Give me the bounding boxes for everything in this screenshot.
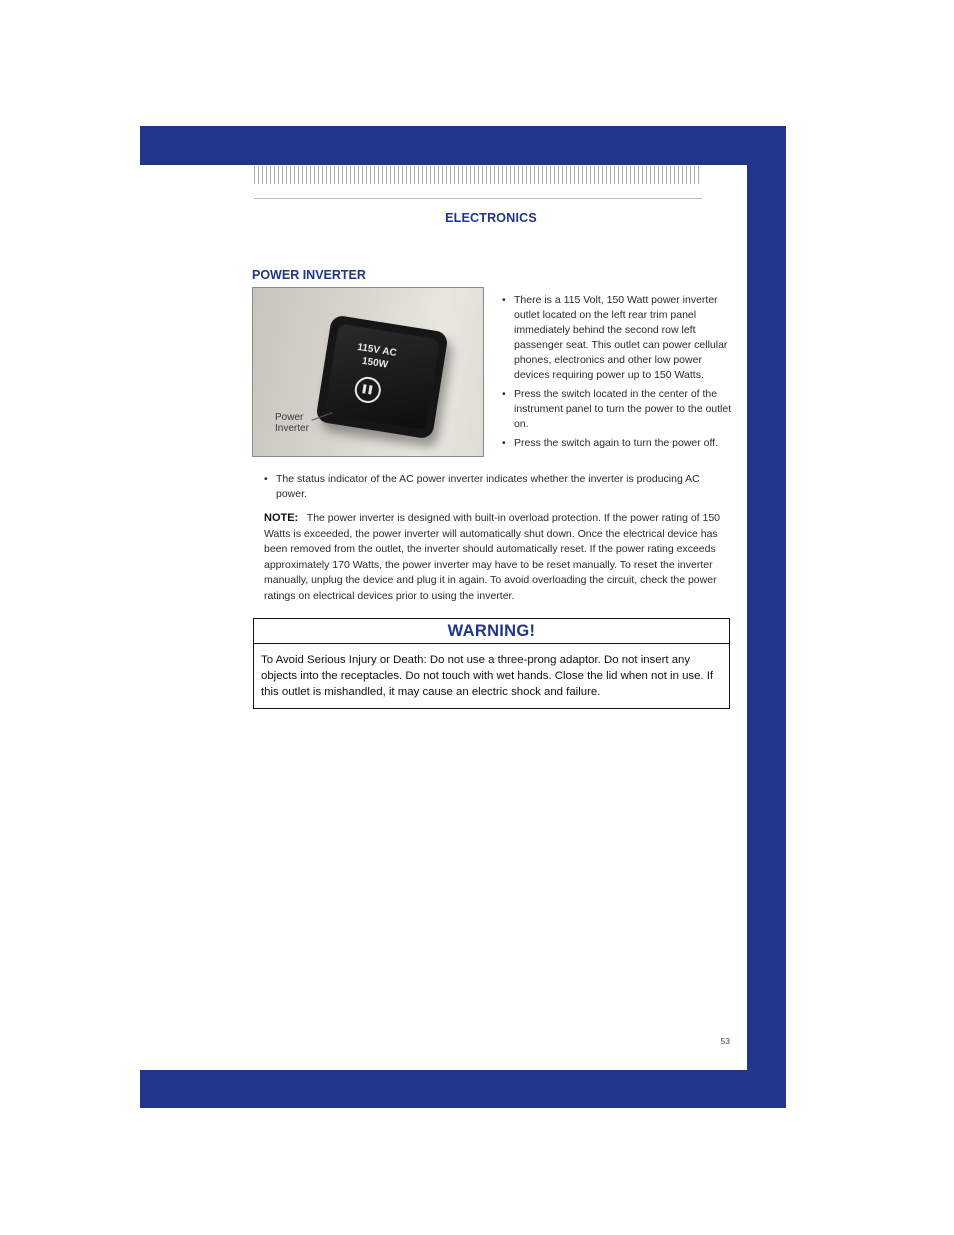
power-inverter-photo [252, 287, 484, 457]
rating-voltage: 115V AC [356, 341, 398, 359]
inverter-outlet-cover [315, 314, 448, 439]
note-text: The power inverter is designed with built-in overload protection. If the power rating of 150 Watts is exceeded, the power inverter will automatically shut down. Once the electrical device has been removed from the outlet, the inverter should automatically reset. If the power rating exceeds approximately 170 Watts, the power inverter may have to be reset manually. To reset the inverter manually, unplug the device and plug it in again. To avoid overloading the circuit, check the power ratings on electrical devices prior to using the inverter. [264, 512, 721, 602]
note-label: NOTE: [264, 512, 299, 524]
status-indicator-bullet [262, 472, 730, 502]
section-title: ELECTRONICS [445, 211, 537, 225]
warning-title: WARNING! [254, 619, 729, 644]
inverter-bullet-list [500, 293, 734, 455]
topic-heading: POWER INVERTER [252, 268, 366, 282]
page-number: 53 [720, 1036, 730, 1046]
list-item: • There is a 115 Volt, 150 Watt power inverter outlet located on the left rear trim panel immediately behind the second row left passenger seat. This outlet can power cellular phones, electronics and other low power devices requiring power up to 150 Watts. [500, 293, 734, 383]
note-paragraph [264, 511, 732, 605]
header-divider [254, 198, 702, 199]
top-color-band [140, 126, 786, 165]
decorative-tick-strip [254, 166, 702, 184]
right-color-band [747, 126, 786, 1108]
list-item: • The status indicator of the AC power inverter indicates whether the inverter is producing AC power. [262, 472, 730, 502]
bottom-color-band [140, 1070, 786, 1108]
warning-box [253, 618, 730, 709]
rating-wattage: 150W [361, 355, 389, 371]
list-item: • Press the switch again to turn the power off. [500, 436, 734, 451]
warning-text: To Avoid Serious Injury or Death: Do not use a three-prong adaptor. Do not insert any objects into the receptacles. Do not touch with wet hands. Close the lid when not in use. If this outlet is mishandled, it may cause an electric shock and failure. [261, 654, 714, 698]
list-item: • Press the switch located in the center of the instrument panel to turn the power to the outlet on. [500, 387, 734, 432]
photo-callout-label: Power Inverter [275, 412, 309, 434]
